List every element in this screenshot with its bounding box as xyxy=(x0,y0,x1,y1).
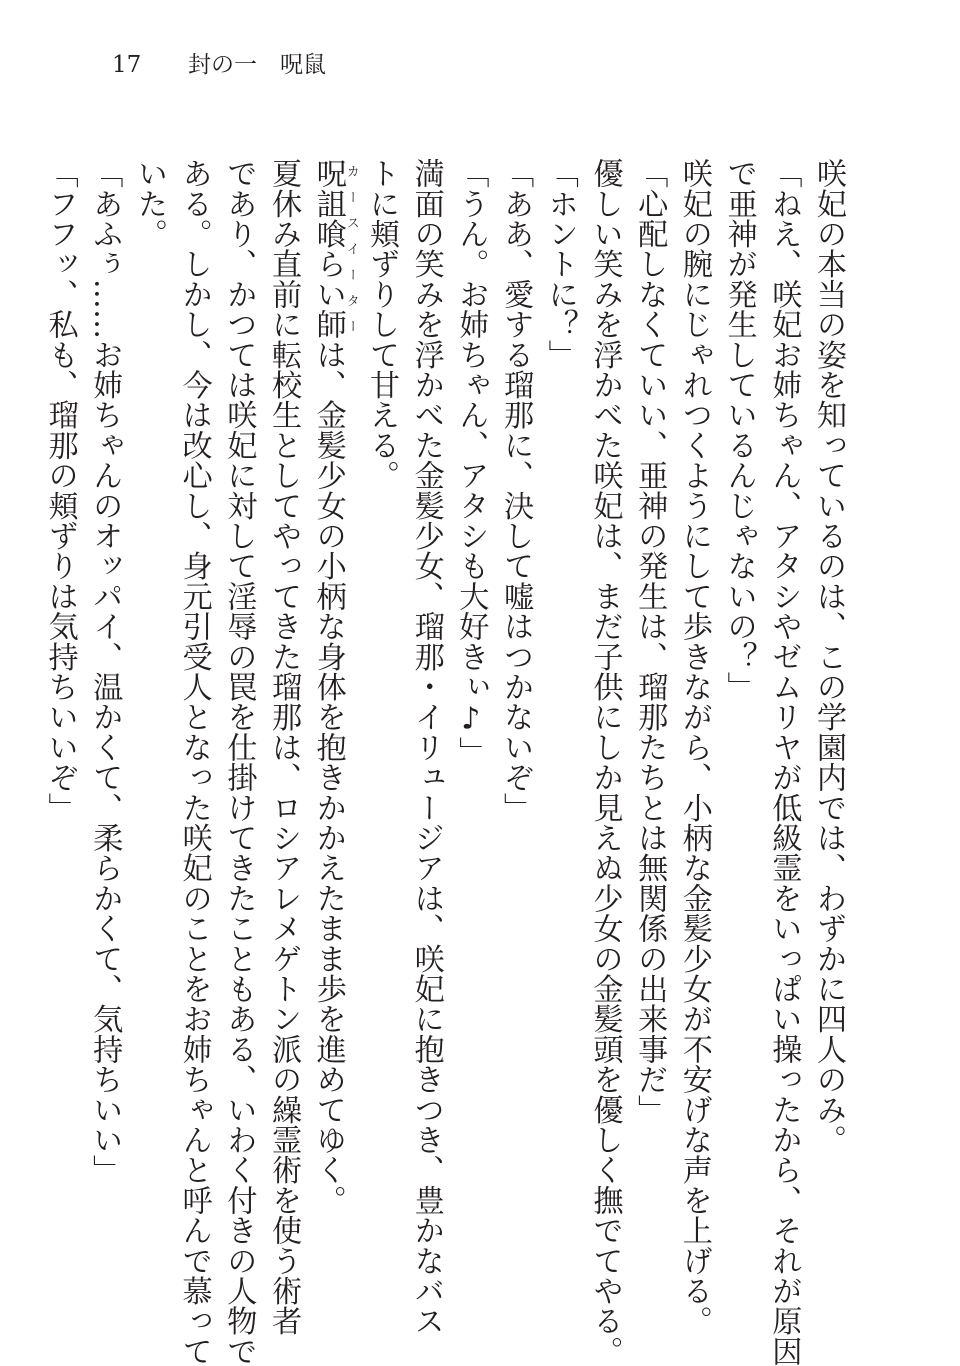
text-line: 咲妃の本当の姿を知っているのは、この学園内では、わずかに四人のみ。 xyxy=(811,158,846,1155)
text-line: ある。しかし、今は改心し、身元引受人となった咲妃のことをお姉ちゃんと呼んで慕って xyxy=(176,158,212,1366)
text-line: 優しい笑みを浮かべた咲妃は、まだ子供にしか見えぬ少女の金髪頭を優しく撫でてやる。 xyxy=(587,158,623,1366)
text-line: 咲妃の腕にじゃれつくようにして歩きながら、小柄な金髪少女が不安げな声を上げる。 xyxy=(676,158,712,1336)
text-line: いた。 xyxy=(131,158,167,249)
text-line: 「フフッ、私も、瑠那の頬ずりは気持ちいいぞ」 xyxy=(42,158,78,823)
chapter-title: 封の一 呪鼠 xyxy=(188,52,326,78)
page-number: 17 xyxy=(112,52,142,78)
text-line: であり、かつては咲妃に対して淫辱の罠を仕掛けてきたこともある、いわく付きの人物で xyxy=(221,158,257,1366)
ruby-curse-eater-reading: カースイーター xyxy=(343,158,359,340)
text-line: 満面の笑みを浮かべた金髪少女、瑠那・イリュージアは、咲妃に抱きつき、豊かなバス xyxy=(408,158,444,1336)
text-line: で亜神が発生しているんじゃないの？」 xyxy=(721,158,757,702)
text-line: 「ホントに？」 xyxy=(542,158,578,370)
text-line: 夏休み直前に転校生としてやってきた瑠那は、ロシアレメゲトン派の繰霊術を使う術者 xyxy=(266,158,302,1336)
ruby-curse-eater: 呪詛喰らい師カースイーター xyxy=(310,158,359,340)
text-line: 「あふぅ……お姉ちゃんのオッパイ、温かくて、柔らかくて、気持ちいい」 xyxy=(87,158,123,1185)
running-header xyxy=(112,50,326,80)
text-line: 「ああ、愛する瑠那に、決して嘘はつかないぞ」 xyxy=(498,158,534,823)
text-line: 「ねえ、咲妃お姉ちゃん、アタシやゼムリヤが低級霊をいっぱい操ったから、それが原因 xyxy=(766,158,802,1366)
vertical-body-text xyxy=(37,158,850,1366)
text-line: 「うん。お姉ちゃん、アタシも大好きぃ♪」 xyxy=(453,158,489,767)
text-line: 「心配しなくていい、亜神の発生は、瑠那たちとは無関係の出来事だ」 xyxy=(632,158,668,1125)
text-line: 呪詛喰らい師カースイーターは、金髪少女の小柄な身体を抱きかかえたまま歩を進めてゆく。 xyxy=(310,158,359,1216)
text-line: トに頬ずりして甘える。 xyxy=(363,158,399,491)
